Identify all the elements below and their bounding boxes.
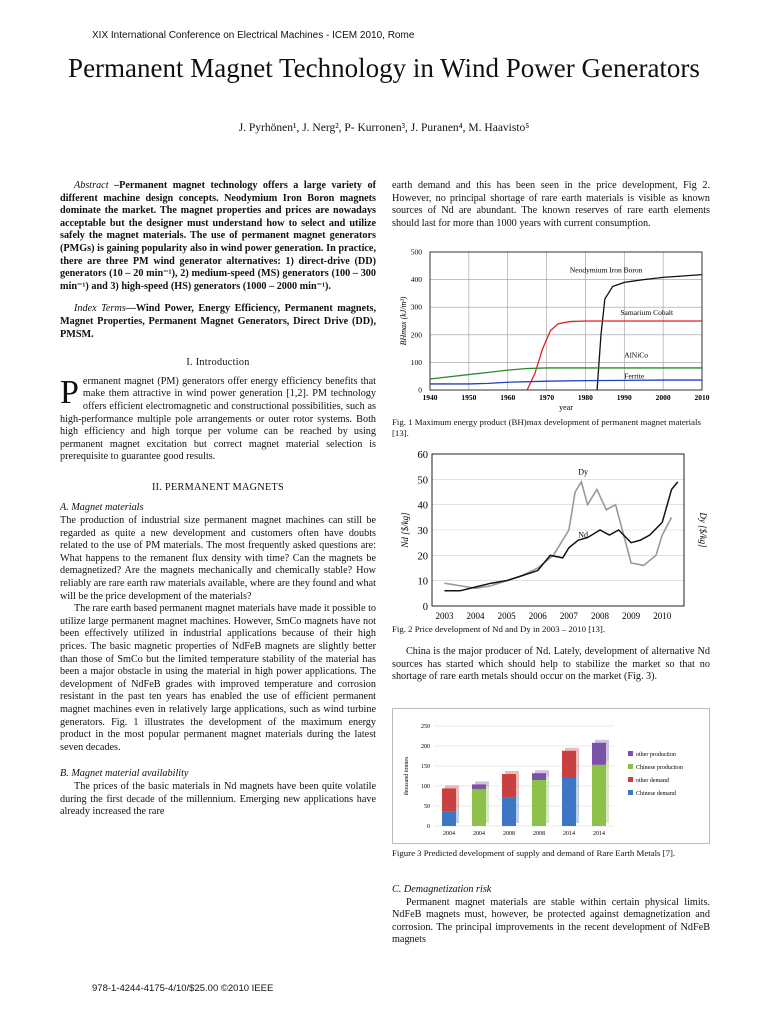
fig3-legend-swatch <box>628 751 633 756</box>
conference-header: XIX International Conference on Electrical Machines - ICEM 2010, Rome <box>92 30 415 41</box>
paragraph-demagnetization: Permanent magnet materials are stable within certain physical limits. NdFeB magnets must, however, be protected against demagnetization and corrosion. The principal improvements in the recent development of NdFeB magnets <box>392 896 710 946</box>
fig2-y-axis-label: Nd [$/kg] <box>400 512 410 548</box>
fig3-bar-segment <box>562 778 576 826</box>
fig2-right-axis-label: Dy [$/kg] <box>698 512 708 548</box>
abstract-text: –Permanent magnet technology offers a large variety of different machine design concepts. Neodymium Iron Boron magnets dominate the market. The magnet properties and prices are nowadays acceptable but the designer must understand how to select and utilize safely the magnet materials. The use of permanent magnet generators (PMGs) is gaining popularity also in wind power generation. In practice, there are three PM wind generator alternatives: 1) direct-drive (DD) generators (10 – 20 min⁻¹), 2) medium-speed (MS) generators (100 – 300 min⁻¹) and 3) high-speed (HS) generators (1000 – 2000 min⁻¹). <box>60 180 376 292</box>
paragraph-availability: The prices of the basic materials in Nd magnets have been quite volatile during the first decade of the millennium. Emerging new applications have already increased the rare <box>60 780 376 818</box>
fig3-legend-swatch <box>628 777 633 782</box>
fig1-x-axis-label: year <box>559 403 573 412</box>
fig3-bar-segment <box>592 743 606 765</box>
fig2-x-tick-label: 2008 <box>591 611 609 621</box>
fig2-y-tick-label: 40 <box>417 500 428 512</box>
fig1-x-tick-label: 2000 <box>655 393 671 402</box>
abstract-label: Abstract <box>74 180 109 191</box>
fig1-series-label: Samarium Cobalt <box>620 307 674 317</box>
right-column-section-c <box>392 884 710 947</box>
fig3-bar-segment <box>442 788 456 811</box>
fig3-border <box>393 709 710 844</box>
fig2-series-label: Nd <box>578 530 589 540</box>
author-list: J. Pyrhönen¹, J. Nerg², P- Kurronen³, J. Puranen⁴, M. Haavisto⁵ <box>238 122 530 134</box>
fig1-series <box>430 275 702 390</box>
fig2-x-tick-label: 2007 <box>559 611 578 621</box>
fig3-bar-segment <box>562 751 576 778</box>
fig2-ticks <box>418 450 672 621</box>
subsection-heading-magnet-materials: A. Magnet materials <box>60 502 144 514</box>
right-paragraph-1: earth demand and this has been seen in the price development, Fig 2. However, no principal shortage of rare earth materials is visible as known sources of Nd are abundant. The known reserves of rare earth elements should last for more than 1000 years with current consumption. <box>392 180 710 229</box>
fig3-x-tick-label: 2004 <box>473 831 485 837</box>
paragraph-magnet-materials-1: The production of industrial size permanent magnet machines can still be regarded as quite a new development and customers often have doubts related to the use of PM materials. The most frequently asked questions are: What happens to the remanent flux density with time? Can the magnets be demagnetized? Are the magnets mechanically and chemically stable? How reliably are rare earth raw materials available, where are they found and what will be the price development of the materials? <box>60 515 376 602</box>
fig1-series-label: Neodymium Iron Boron <box>569 265 643 275</box>
fig1-series-label: AlNiCo <box>624 350 649 360</box>
fig3-y-tick-label: 0 <box>427 824 430 830</box>
fig1-y-tick-label: 0 <box>418 385 422 395</box>
fig3-bar-segment <box>592 765 606 826</box>
fig2-x-tick-label: 2003 <box>435 611 454 621</box>
fig2-series-label: Dy <box>578 467 589 477</box>
section-heading-introduction: I. Introduction <box>186 357 250 369</box>
subsection-heading-demagnetization: C. Demagnetization risk <box>392 884 492 895</box>
fig2-x-tick-label: 2004 <box>466 611 485 621</box>
fig3-x-tick-label: 2008 <box>503 831 515 837</box>
fig2-series-line <box>444 482 671 588</box>
fig2-x-tick-label: 2010 <box>653 611 672 621</box>
fig1-series-label: Ferrite <box>624 371 645 381</box>
fig1-series-line <box>430 368 702 379</box>
fig3-y-tick-label: 250 <box>421 724 430 730</box>
subsection-heading-availability: B. Magnet material availability <box>60 768 189 780</box>
fig2-y-tick-label: 60 <box>417 450 428 461</box>
figure-1-caption: Fig. 1 Maximum energy product (BH)max development of permanent magnet materials [13]. <box>392 417 701 438</box>
fig1-x-tick-label: 1950 <box>461 393 477 402</box>
figure-1-chart <box>392 244 712 416</box>
index-terms-text: —Wind Power, Energy Efficiency, Permanent magnets, Magnet Properties, Permanent Magnet Generators, Direct Drive (DD), PMSM. <box>60 303 376 340</box>
fig3-x-tick-label: 2014 <box>563 831 575 837</box>
fig3-y-axis-label: thousand tonnes <box>404 756 410 796</box>
right-paragraph-2 <box>392 646 710 684</box>
index-terms-label: Index Terms <box>74 303 126 315</box>
fig1-ticks <box>411 248 710 403</box>
fig2-y-tick-label: 0 <box>422 602 428 613</box>
fig1-x-tick-label: 2010 <box>694 393 710 402</box>
section-heading-permanent-magnets: II. PERMANENT MAGNETS <box>151 481 285 493</box>
intro-paragraph <box>60 373 376 464</box>
china-paragraph: China is the major producer of Nd. Lately, development of alternative Nd sources has started which should help to stabilize the market so that no shortage of rare earth metals should occur on the market (Fig. 3). <box>392 646 710 683</box>
index-terms <box>60 303 376 341</box>
fig3-y-tick-label: 100 <box>421 784 430 790</box>
abstract <box>60 180 376 293</box>
fig3-bar-segment <box>532 780 546 826</box>
fig1-x-tick-label: 1980 <box>577 393 593 402</box>
fig3-legend-label: Chinese demand <box>636 791 676 797</box>
fig1-y-axis-label: BHmax (kJ/m³) <box>399 296 408 346</box>
fig3-legend-label: other demand <box>636 778 669 784</box>
fig1-y-tick-label: 400 <box>410 275 422 285</box>
fig3-x-tick-label: 2004 <box>443 831 455 837</box>
figure-3-chart <box>392 708 710 844</box>
fig1-series-line <box>597 275 702 390</box>
fig2-series <box>444 482 677 591</box>
figure-2-caption: Fig. 2 Price development of Nd and Dy in 2003 – 2010 [13]. <box>392 624 606 634</box>
fig3-bar-segment <box>472 784 486 789</box>
paragraph-magnet-materials-2: The rare earth based permanent magnet materials have made it possible to utilize large permanent magnet machines. However, SmCo magnets have not been effectively utilized in industrial applications because of their high prices. The basic magnetic properties of NdFeB magnets are slightly better than those of SmCo but the limited temperature stability of the material has been a major obstacle in using the material in high power applications. The development of NdFeB grades with improved temperature and corrosion resistant in the past ten years has enabled the use of efficient permanent magnet machines even in relatively large applications, such as wind turbine generators. Fig. 1 illustrates the development of the maximum energy product in the most popular permanent magnet materials during the latest seven decades. <box>60 603 376 753</box>
fig3-bar-segment <box>502 774 516 797</box>
fig3-y-tick-label: 50 <box>424 804 430 810</box>
paper-title: Permanent Magnet Technology in Wind Power Generators <box>68 53 700 83</box>
fig2-x-tick-label: 2006 <box>528 611 547 621</box>
fig2-x-tick-label: 2005 <box>497 611 516 621</box>
figure-3-caption: Figure 3 Predicted development of supply and demand of Rare Earth Metals [7]. <box>392 848 676 858</box>
fig3-legend-label: other production <box>636 752 676 758</box>
fig2-series-line <box>444 482 677 591</box>
fig2-y-tick-label: 30 <box>417 526 428 537</box>
fig2-x-tick-label: 2009 <box>622 611 641 621</box>
fig3-legend-swatch <box>628 790 633 795</box>
figure-2-chart <box>392 446 712 624</box>
fig3-y-tick-label: 150 <box>421 764 430 770</box>
fig1-x-tick-label: 1970 <box>539 393 555 402</box>
fig1-series-line <box>430 380 702 384</box>
fig1-x-tick-label: 1960 <box>500 393 516 402</box>
fig3-bar-segment <box>472 789 486 826</box>
fig2-y-tick-label: 20 <box>417 551 428 563</box>
fig1-y-tick-label: 500 <box>410 247 422 257</box>
left-column <box>60 180 376 819</box>
fig2-grid <box>432 454 684 606</box>
fig2-y-tick-label: 10 <box>417 576 428 588</box>
fig3-bar-segment <box>502 797 516 826</box>
fig1-y-tick-label: 200 <box>410 330 422 340</box>
fig3-y-tick-label: 200 <box>421 744 430 750</box>
page-footer: 978-1-4244-4175-4/10/$25.00 ©2010 IEEE <box>92 983 274 994</box>
fig1-x-tick-label: 1940 <box>422 393 438 402</box>
fig3-x-tick-label: 2014 <box>593 831 605 837</box>
fig3-x-tick-label: 2008 <box>533 831 545 837</box>
drop-cap: P <box>60 373 79 411</box>
fig3-bar-segment <box>532 773 546 780</box>
fig1-y-tick-label: 100 <box>410 357 422 367</box>
fig1-y-tick-label: 300 <box>410 302 422 312</box>
intro-text: ermanent magnet (PM) generators offer energy efficiency benefits that make them attractive in wind power generation [1,2]. PM technology offers efficient electromagnetic and constructional possibilities, such as high-performance multiple pole arrangements or outer rotor systems. Both high efficiency and high torque per volume can be reached by using permanent magnet excitation but correct magnet material selection is prerequisite to guarantee good results. <box>60 375 376 463</box>
fig1-x-tick-label: 1990 <box>616 393 632 402</box>
fig3-legend-label: Chinese production <box>636 765 683 771</box>
fig2-y-tick-label: 50 <box>417 475 428 487</box>
fig3-legend-swatch <box>628 764 633 769</box>
fig3-bar-segment <box>442 811 456 826</box>
